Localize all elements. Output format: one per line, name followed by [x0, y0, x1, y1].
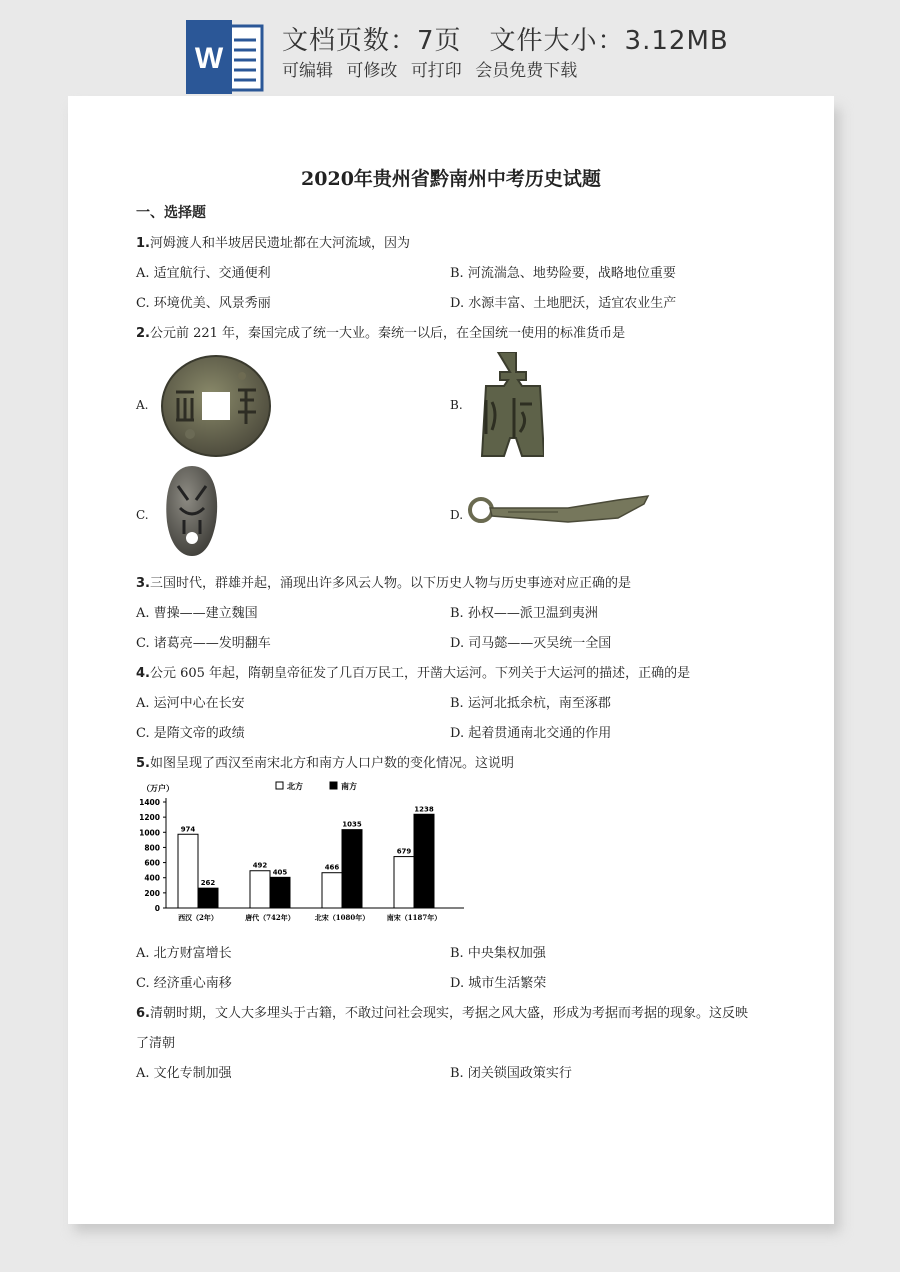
feature-modifiable: 可修改 [346, 61, 398, 81]
q3-option-b[interactable]: B. 孙权——派卫温到夷洲 [450, 606, 598, 621]
question-6: 6.清朝时期，文人大多埋头于古籍，不敢过问社会现实，考据之风大盛，形成为考据而考据的现象。这反映 [136, 1006, 748, 1021]
q6-option-b[interactable]: B. 闭关锁国政策实行 [450, 1066, 572, 1081]
q3-option-d[interactable]: D. 司马懿——灭吴统一全国 [450, 636, 612, 651]
chart-ylabel: （万户） [142, 783, 174, 793]
chart-category-label: 南宋（1187年） [386, 913, 442, 922]
question-3: 3.三国时代，群雄并起，涌现出许多风云人物。以下历史人物与历史事迹对应正确的是 [136, 576, 631, 591]
page-count: 文档页数：7页 [282, 26, 462, 56]
q4-option-b[interactable]: B. 运河北抵余杭，南至涿郡 [450, 696, 611, 711]
document-page [68, 96, 834, 1224]
q6-option-a[interactable]: A. 文化专制加强 [136, 1066, 232, 1081]
chart-data-label: 1035 [342, 820, 362, 829]
chart-data-label: 1238 [414, 805, 434, 814]
chart-data-label: 974 [180, 825, 196, 834]
legend-label-0: 北方 [287, 781, 303, 791]
download-banner [0, 0, 900, 100]
population-chart [130, 780, 470, 930]
chart-ytick-label: 1400 [139, 798, 160, 807]
legend-swatch-1 [330, 782, 337, 789]
chart-bar [322, 873, 342, 908]
q2-option-c[interactable]: C. [136, 508, 149, 522]
feature-member-download: 会员免费下载 [475, 61, 578, 81]
chart-data-label: 262 [200, 879, 216, 888]
spade-coin-image [470, 352, 544, 458]
chart-bar [394, 857, 414, 908]
chart-bar [414, 814, 434, 908]
question-2: 2.公元前 221 年，秦国完成了统一大业。秦统一以后，在全国统一使用的标准货币是 [136, 326, 626, 341]
q5-option-c[interactable]: C. 经济重心南移 [136, 976, 232, 991]
q5-option-b[interactable]: B. 中央集权加强 [450, 946, 546, 961]
antnose-coin-image [162, 464, 222, 558]
feature-printable: 可打印 [410, 61, 462, 81]
q4-option-a[interactable]: A. 运河中心在长安 [136, 696, 245, 711]
question-4: 4.公元 605 年起，隋朝皇帝征发了几百万民工，开凿大运河。下列关于大运河的描述，正确的是 [136, 666, 691, 681]
question-6-continued: 了清朝 [136, 1036, 176, 1051]
section-heading: 一、选择题 [136, 205, 206, 221]
q1-option-a[interactable]: A. 适宜航行、交通便利 [136, 266, 271, 281]
q5-option-a[interactable]: A. 北方财富增长 [136, 946, 232, 961]
legend-label-1: 南方 [341, 781, 357, 791]
q2-option-a[interactable]: A. [136, 398, 149, 412]
q5-option-d[interactable]: D. 城市生活繁荣 [450, 976, 547, 991]
chart-data-label: 466 [324, 863, 340, 872]
chart-bar [342, 830, 362, 908]
chart-category-label: 北宋（1080年） [314, 913, 370, 922]
q1-option-d[interactable]: D. 水源丰富、土地肥沃，适宜农业生产 [450, 296, 677, 311]
feature-editable: 可编辑 [282, 61, 333, 81]
q3-option-c[interactable]: C. 诸葛亮——发明翻车 [136, 636, 271, 651]
banner-title [282, 20, 729, 57]
chart-category-label: 西汉（2年） [178, 913, 218, 922]
chart-data-label: 492 [252, 861, 268, 870]
chart-data-label: 679 [396, 847, 412, 856]
file-size: 文件大小：3.12MB [489, 26, 729, 56]
chart-data-label: 405 [272, 868, 288, 877]
chart-bar [270, 877, 290, 908]
q3-option-a[interactable]: A. 曹操——建立魏国 [136, 606, 258, 621]
logo-letter: W [194, 42, 224, 75]
chart-ytick-label: 0 [154, 904, 160, 913]
chart-ytick-label: 800 [144, 843, 160, 853]
chart-bar [198, 888, 218, 908]
banliang-coin-image [160, 354, 272, 458]
banner-features [282, 56, 585, 81]
q4-option-d[interactable]: D. 起着贯通南北交通的作用 [450, 726, 612, 741]
chart-bar [178, 834, 198, 908]
chart-bar [250, 871, 270, 908]
chart-ytick-label: 1200 [139, 813, 160, 823]
question-5: 5.如图呈现了西汉至南宋北方和南方人口户数的变化情况。这说明 [136, 756, 514, 771]
chart-ytick-label: 1000 [139, 828, 160, 838]
chart-category-label: 唐代（742年） [245, 913, 295, 922]
knife-coin-image [468, 494, 650, 536]
word-document-icon [186, 20, 264, 94]
q1-option-b[interactable]: B. 河流湍急、地势险要，战略地位重要 [450, 266, 676, 281]
q2-option-b[interactable]: B. [450, 398, 463, 412]
chart-ytick-label: 200 [144, 888, 160, 898]
q2-option-d[interactable]: D. [450, 508, 464, 522]
question-1: 1.河姆渡人和半坡居民遗址都在大河流域，因为 [136, 236, 410, 251]
q1-option-c[interactable]: C. 环境优美、风景秀丽 [136, 296, 271, 311]
document-title: 2020年贵州省黔南州中考历史试题 [301, 168, 601, 190]
q4-option-c[interactable]: C. 是隋文帝的政绩 [136, 726, 245, 741]
legend-swatch-0 [276, 782, 283, 789]
chart-ytick-label: 600 [144, 858, 160, 868]
chart-ytick-label: 400 [144, 873, 160, 883]
